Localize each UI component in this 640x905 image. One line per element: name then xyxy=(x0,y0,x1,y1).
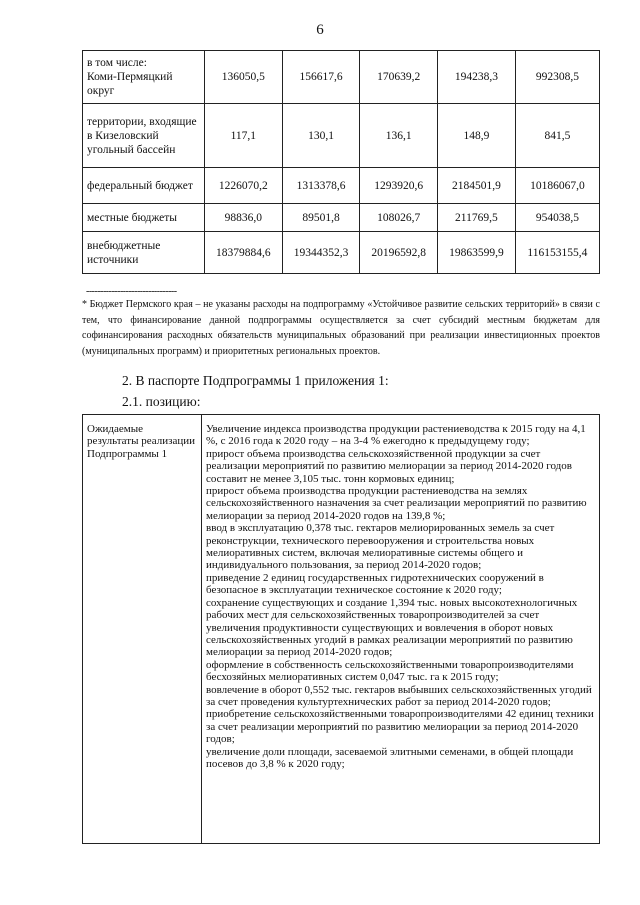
cell-value: 20196592,8 xyxy=(360,232,438,274)
table-row xyxy=(83,232,600,274)
result-item: Увеличение индекса производства продукции растениеводства к 2015 году на 4,1 %, с 2016 года к 2020 году – на 3-4 % ежегодно к предыдущему году; xyxy=(206,423,586,448)
passport-table xyxy=(82,414,600,844)
section-heading: 2. В паспорте Подпрограммы 1 приложения 1: xyxy=(122,373,389,388)
cell-value: 841,5 xyxy=(515,104,599,168)
cell-value: 19863599,9 xyxy=(438,232,516,274)
cell-value: 136050,5 xyxy=(205,51,283,104)
subsection-heading: 2.1. позицию: xyxy=(122,394,201,409)
cell-value: 992308,5 xyxy=(515,51,599,104)
cell-value: 170639,2 xyxy=(360,51,438,104)
cell-value: 148,9 xyxy=(438,104,516,168)
result-item: оформление в собственность сельскохозяйственными товаропроизводителями бесхозяйных мелиоративных систем 0,047 тыс. га к 2015 году; xyxy=(206,658,574,684)
row-label: федеральный бюджет xyxy=(83,168,205,204)
result-item: прирост объема производства продукции растениеводства на землях сельскохозяйственного назначения за счет реализации мероприятий по развитию мелиорации за период 2014-2020 годов на 139,8 %; xyxy=(206,485,587,522)
page-number: 6 xyxy=(316,22,324,38)
cell-value: 10186067,0 xyxy=(515,168,599,204)
footnote-separator: -------------------------------- xyxy=(86,286,177,297)
cell-value: 117,1 xyxy=(205,104,283,168)
budget-table xyxy=(82,50,600,274)
row-label: в том числе: Коми-Пермяцкий округ xyxy=(83,51,205,104)
table-row xyxy=(83,415,600,844)
table-row xyxy=(83,104,600,168)
row-label: внебюджетные источники xyxy=(83,232,205,274)
cell-value: 18379884,6 xyxy=(205,232,283,274)
cell-value: 89501,8 xyxy=(282,204,360,232)
cell-value: 19344352,3 xyxy=(282,232,360,274)
table-row xyxy=(83,168,600,204)
row-label: местные бюджеты xyxy=(83,204,205,232)
result-item: сохранение существующих и создание 1,394 тыс. новых высокотехнологичных рабочих мест для сельскохозяйственных товаропроизводителей за счет увеличения продуктивности существующих и вовлечения в оборот новых сельскохозяйственных угодий в рамках реализации мероприятий по развитию мелиорации за период 2014-2020 годов; xyxy=(206,596,578,659)
cell-value: 130,1 xyxy=(282,104,360,168)
cell-value: 1293920,6 xyxy=(360,168,438,204)
cell-value: 136,1 xyxy=(360,104,438,168)
table-row xyxy=(83,204,600,232)
result-item: приобретение сельскохозяйственными товаропроизводителями 42 единиц техники за счет реализации мероприятий по развитию мелиорации за период 2014-2020 годов; xyxy=(206,708,594,746)
passport-label: Ожидаемые результаты реализации Подпрограммы 1 xyxy=(83,415,202,844)
cell-value: 2184501,9 xyxy=(438,168,516,204)
cell-value: 194238,3 xyxy=(438,51,516,104)
cell-value: 954038,5 xyxy=(515,204,599,232)
cell-value: 156617,6 xyxy=(282,51,360,104)
cell-value: 116153155,4 xyxy=(515,232,599,274)
cell-value: 1313378,6 xyxy=(282,168,360,204)
cell-value: 98836,0 xyxy=(205,204,283,232)
result-item: увеличение доли площади, засеваемой элитными семенами, в общей площади посевов до 3,8 % к 2020 году; xyxy=(206,745,574,770)
passport-content xyxy=(202,415,600,844)
result-item: приведение 2 единиц государственных гидротехнических сооружений в безопасное в эксплуатации техническое состояние к 2020 году; xyxy=(206,571,544,597)
footnote: * Бюджет Пермского края – не указаны расходы на подпрограмму «Устойчивое развитие сельских территорий» в связи с тем, что финансирование данной подпрограммы осуществляется за счет субсидий местным бюджетам для софинансирования расходных обязательств муниципальных образований при реализации инвестиционных проектов (муниципальных программ) и приоритетных региональных проектов. xyxy=(82,299,600,357)
result-item: вовлечение в оборот 0,552 тыс. гектаров выбывших сельскохозяйственных угодий за счет проведения культуртехнических работ за период 2014-2020 годов; xyxy=(206,683,592,708)
table-row xyxy=(83,51,600,104)
result-item: ввод в эксплуатацию 0,378 тыс. гектаров мелиорированных земель за счет реконструкции, технического перевооружения и строительства новых мелиоративных систем, включая мелиоративные системы общего и индивидуального пользования, за период 2014-2020 годов; xyxy=(206,522,555,572)
row-label: территории, входящие в Кизеловский угольный бассейн xyxy=(83,104,205,168)
cell-value: 1226070,2 xyxy=(205,168,283,204)
cell-value: 108026,7 xyxy=(360,204,438,232)
cell-value: 211769,5 xyxy=(438,204,516,232)
result-item: прирост объема производства сельскохозяйственной продукции за счет реализации мероприятий по развитию мелиорации за период 2014-2020 годов составит не менее 3,105 тыс. тонн кормовых единиц; xyxy=(206,447,572,485)
